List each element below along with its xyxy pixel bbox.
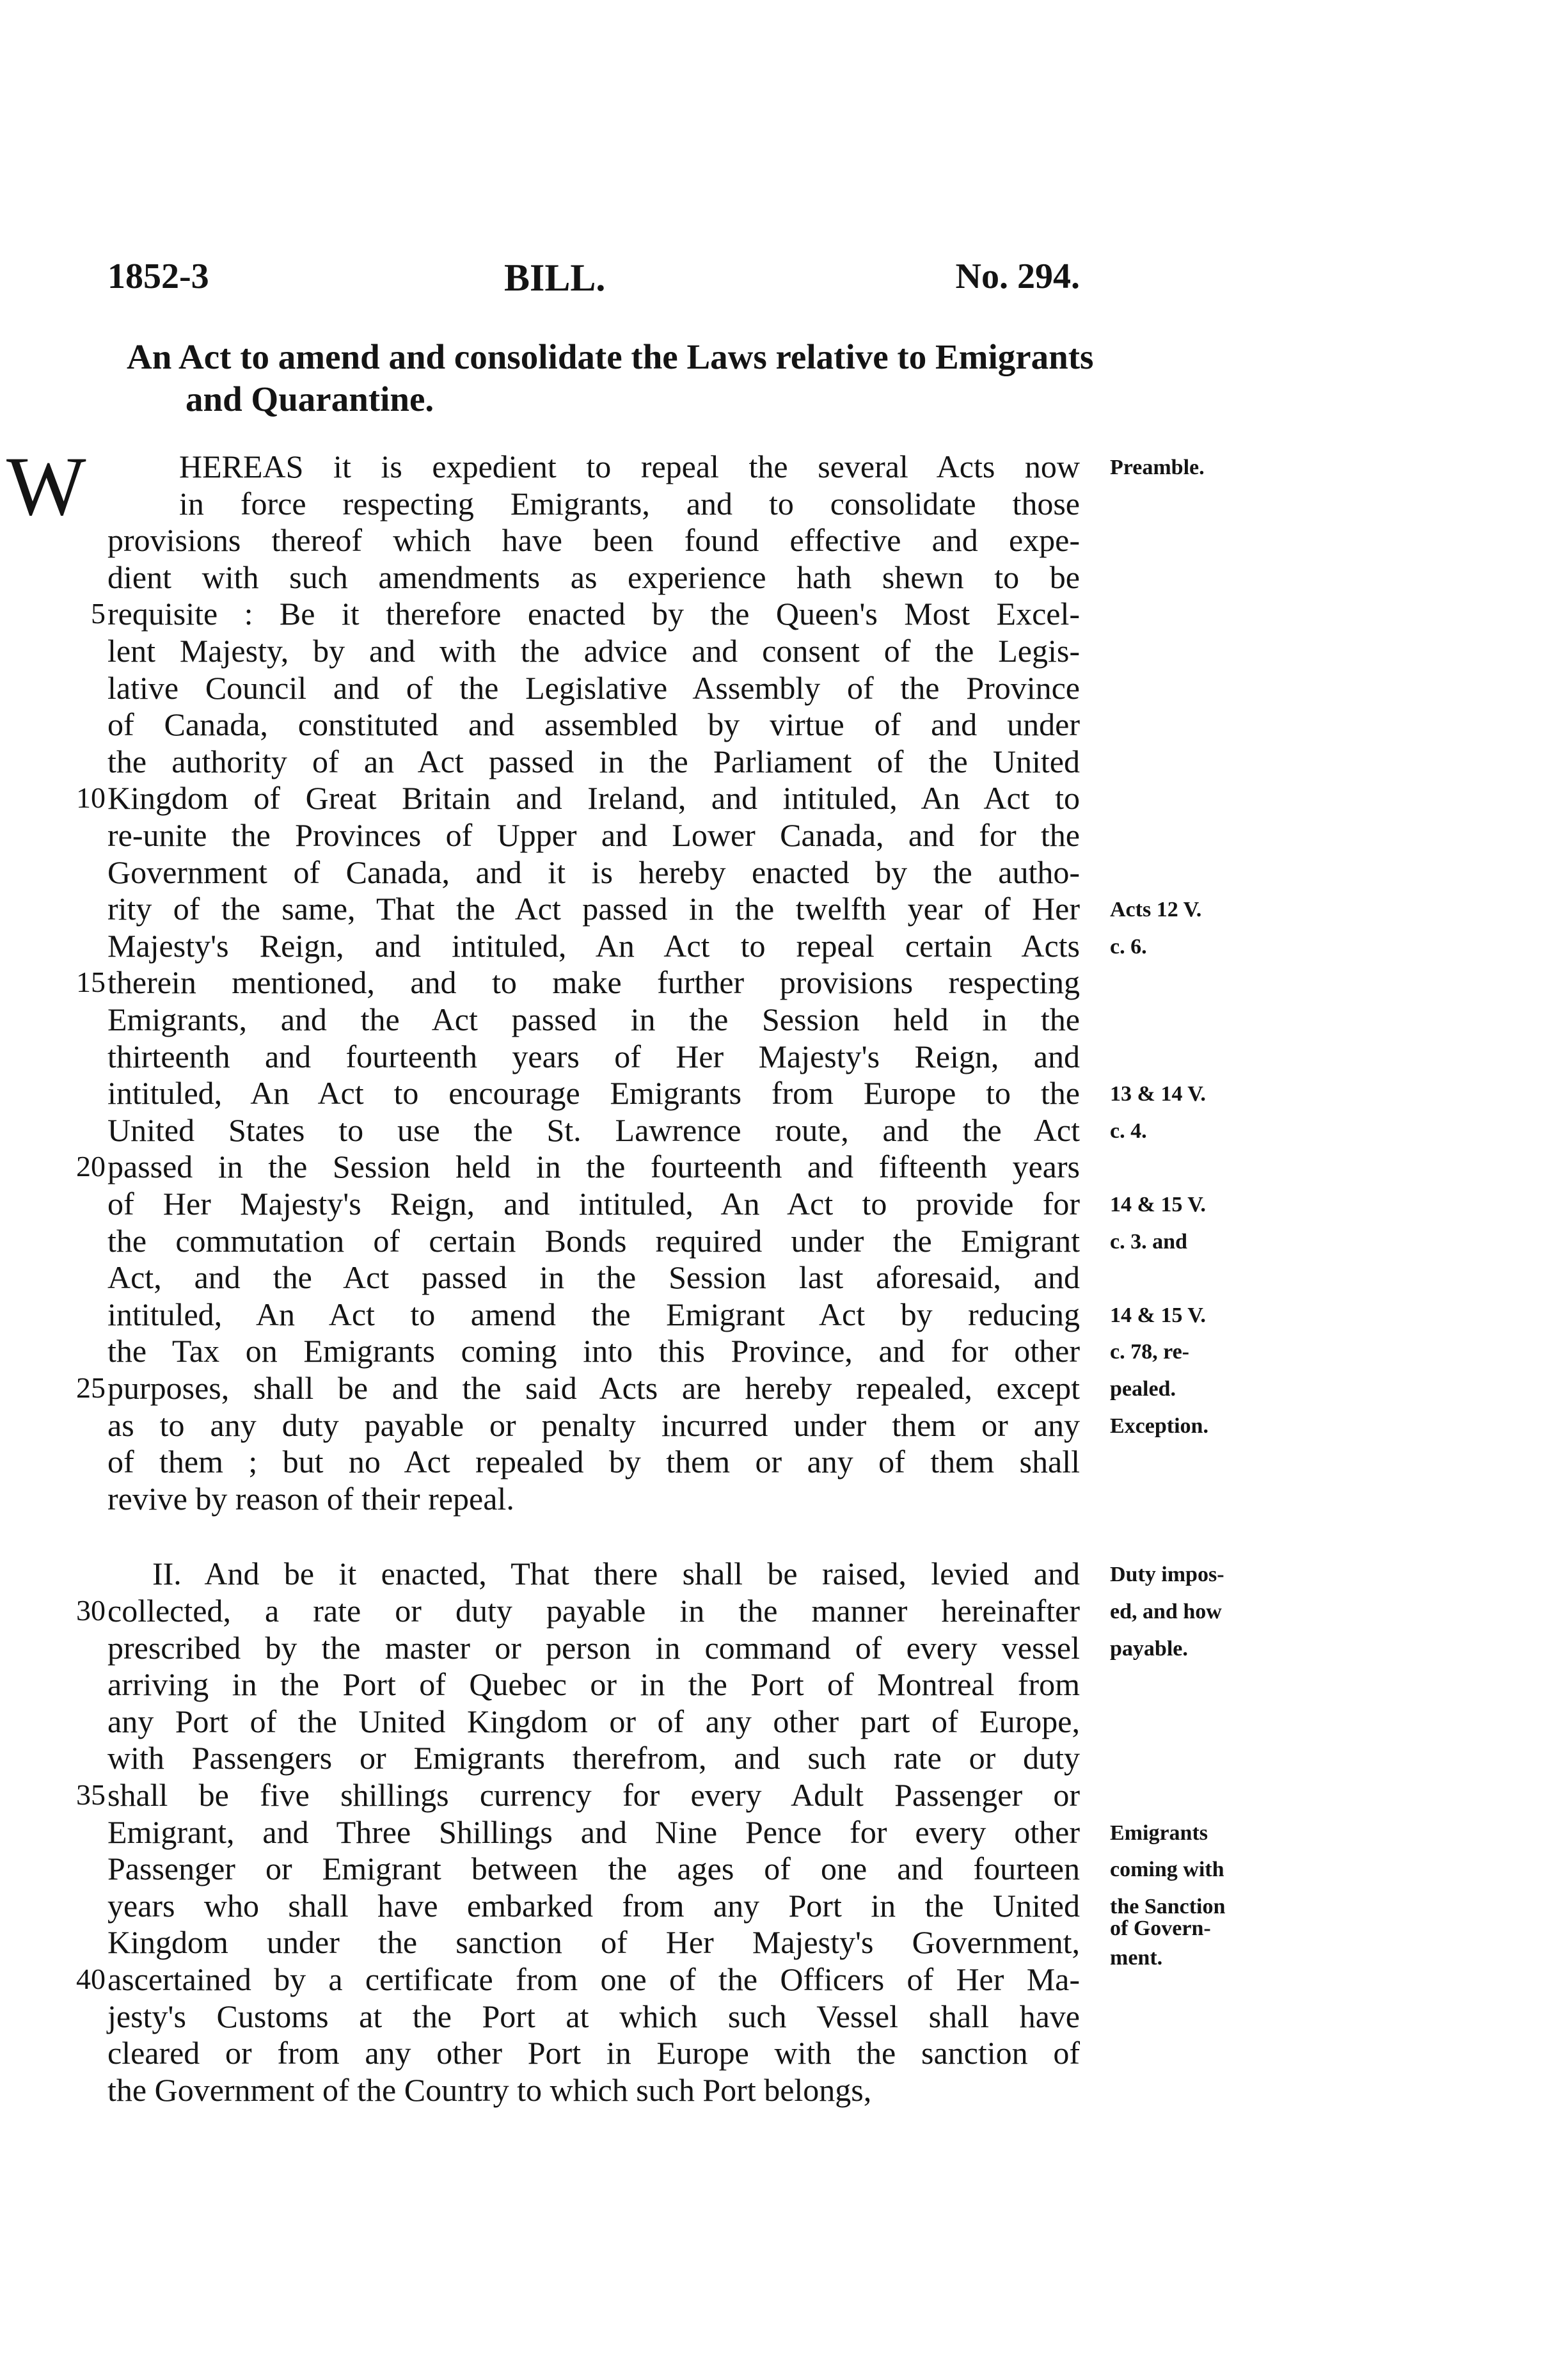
marginal-note: Preamble. [1110, 456, 1205, 479]
text-line [107, 448, 1080, 485]
line-text: Kingdom under the sanction of Her Majesty's Government, [107, 1924, 1080, 1961]
marginal-note: c. 3. and [1110, 1229, 1187, 1254]
marginal-note: 13 & 14 V. [1110, 1082, 1206, 1106]
line-text: Act, and the Act passed in the Session last aforesaid, and [107, 1259, 1080, 1296]
document-type: BILL. [504, 257, 606, 299]
text-line [107, 1296, 1080, 1333]
line-text: of Her Majesty's Reign, and intituled, An Act to provide for [107, 1186, 1080, 1222]
marginal-note: c. 6. [1110, 934, 1147, 959]
line-text: revive by reason of their repeal. [107, 1480, 514, 1517]
marginal-note: c. 4. [1110, 1119, 1147, 1143]
marginal-note: 14 & 15 V. [1110, 1193, 1206, 1216]
text-line [76, 964, 1080, 1001]
line-number: 30 [76, 1594, 106, 1627]
text-line [107, 706, 1080, 743]
text-line [107, 1998, 1080, 2035]
line-text: Passenger or Emigrant between the ages of one and fourteen [107, 1851, 1080, 1887]
line-text: cleared or from any other Port in Europe with the sanction of [107, 2035, 1080, 2071]
line-text: therein mentioned, and to make further provisions respecting [107, 964, 1080, 1001]
line-text: the Government of the Country to which such Port belongs, [107, 2071, 872, 2108]
text-line [107, 817, 1080, 854]
line-number: 20 [76, 1150, 106, 1183]
line-number: 15 [76, 966, 106, 999]
line-text: prescribed by the master or person in command of every vessel [107, 1629, 1080, 1666]
text-line [107, 1850, 1080, 1887]
line-text: thirteenth and fourteenth years of Her Majesty's Reign, and [107, 1038, 1080, 1074]
line-text: collected, a rate or duty payable in the manner hereinafter [107, 1593, 1080, 1629]
line-text: Government of Canada, and it is hereby enacted by the autho- [107, 854, 1080, 890]
line-text: Majesty's Reign, and intituled, An Act to repeal certain Acts [107, 927, 1080, 964]
line-text: Emigrants, and the Act passed in the Session held in the [107, 1001, 1080, 1037]
line-text: United States to use the St. Lawrence route, and the Act [107, 1112, 1080, 1148]
session-year: 1852-3 [107, 257, 209, 296]
text-line [107, 1666, 1080, 1703]
marginal-note: of Govern- [1110, 1917, 1211, 1941]
text-line [91, 595, 1080, 632]
text-line [76, 1592, 1080, 1629]
text-line [76, 779, 1080, 817]
line-text: passed in the Session held in the fourteenth and fifteenth years [107, 1149, 1080, 1185]
line-text: in force respecting Emigrants, and to consolidate those [179, 485, 1080, 522]
page-header [107, 256, 1080, 301]
line-text: Emigrant, and Three Shillings and Nine Pence for every other [107, 1814, 1080, 1850]
bill-title: An Act to amend and consolidate the Laws relative to Emigrants and Quarantine. [127, 337, 1094, 419]
text-line [107, 632, 1080, 669]
line-text: jesty's Customs at the Port at which such Vessel shall have [107, 1998, 1080, 2034]
text-line [107, 1038, 1080, 1075]
line-text: purposes, shall be and the said Acts are hereby repealed, except [107, 1370, 1080, 1406]
text-line [76, 1148, 1080, 1185]
marginal-note: 14 & 15 V. [1110, 1303, 1206, 1327]
text-line [107, 1222, 1080, 1259]
line-text: the authority of an Act passed in the Parliament of the United [107, 743, 1080, 779]
line-text: rity of the same, That the Act passed in the twelfth year of Her [107, 891, 1080, 927]
line-text: any Port of the United Kingdom or of any other part of Europe, [107, 1703, 1080, 1739]
line-text: of Canada, constituted and assembled by virtue of and under [107, 706, 1080, 743]
line-text: provisions thereof which have been found effective and expe- [107, 522, 1080, 559]
text-line [107, 1703, 1080, 1740]
text-line [107, 743, 1080, 780]
line-text: re-unite the Provinces of Upper and Lower Canada, and for the [107, 817, 1080, 853]
line-text: of them ; but no Act repealed by them or any of them shall [107, 1444, 1080, 1480]
marginal-note: Acts 12 V. [1110, 898, 1202, 922]
text-line [107, 1443, 1080, 1480]
text-line [107, 1739, 1080, 1776]
line-text: intituled, An Act to encourage Emigrants from Europe to the [107, 1075, 1080, 1112]
text-line [107, 1001, 1080, 1038]
line-text: HEREAS it is expedient to repeal the several Acts now [179, 449, 1080, 484]
text-line [76, 1776, 1080, 1814]
text-line [107, 1332, 1080, 1369]
text-line [107, 1480, 1080, 1517]
text-line [107, 485, 1080, 522]
text-line [107, 1814, 1080, 1851]
bill-number: No. 294. [955, 257, 1080, 296]
line-number: 35 [76, 1778, 106, 1811]
text-line [107, 1555, 1080, 1592]
text-line [107, 1112, 1080, 1149]
marginal-note: pealed. [1110, 1377, 1176, 1401]
text-line [76, 1961, 1080, 1998]
line-text: the commutation of certain Bonds required under the Emigrant [107, 1222, 1080, 1259]
line-text: with Passengers or Emigrants therefrom, and such rate or duty [107, 1740, 1080, 1776]
line-text: II. And be it enacted, That there shall be raised, levied and [152, 1556, 1080, 1592]
line-number: 40 [76, 1963, 106, 1995]
text-line [107, 927, 1080, 964]
text-line [107, 559, 1080, 596]
marginal-note: payable. [1110, 1636, 1188, 1661]
line-text: shall be five shillings currency for every Adult Passenger or [107, 1777, 1080, 1813]
text-line [107, 1185, 1080, 1222]
text-line [107, 854, 1080, 891]
line-text: as to any duty payable or penalty incurred under them or any [107, 1407, 1080, 1443]
line-text: Kingdom of Great Britain and Ireland, and intituled, An Act to [107, 780, 1080, 817]
line-text: arriving in the Port of Quebec or in the Port of Montreal from [107, 1666, 1080, 1703]
text-line [107, 890, 1080, 927]
line-number: 10 [76, 781, 106, 815]
line-text: lent Majesty, by and with the advice and consent of the Legis- [107, 633, 1080, 669]
marginal-note: coming with [1110, 1858, 1224, 1882]
line-text: dient with such amendments as experience hath shewn to be [107, 559, 1080, 595]
line-number: 5 [91, 597, 106, 630]
marginal-note: ment. [1110, 1946, 1163, 1970]
text-line [107, 1407, 1080, 1444]
line-text: the Tax on Emigrants coming into this Province, and for other [107, 1333, 1080, 1369]
line-text: lative Council and of the Legislative Assembly of the Province [107, 669, 1080, 706]
line-text: ascertained by a certificate from one of the Officers of Her Ma- [107, 1961, 1080, 1997]
marginal-note: c. 78, re- [1110, 1340, 1189, 1364]
text-line [76, 1369, 1080, 1407]
drop-cap: W [6, 439, 86, 533]
text-line [107, 1887, 1080, 1924]
line-text: years who shall have embarked from any Port in the United [107, 1887, 1080, 1924]
text-line [107, 2034, 1080, 2071]
text-line [107, 2071, 1080, 2109]
text-line [107, 1074, 1080, 1112]
marginal-note: ed, and how [1110, 1600, 1222, 1623]
line-text: intituled, An Act to amend the Emigrant Act by reducing [107, 1296, 1080, 1332]
text-line [107, 1629, 1080, 1666]
text-line [107, 1259, 1080, 1296]
text-line [107, 522, 1080, 559]
text-line [107, 669, 1080, 706]
line-number: 25 [76, 1371, 106, 1404]
marginal-note: Emigrants [1110, 1821, 1208, 1845]
marginal-note: Exception. [1110, 1414, 1208, 1438]
marginal-note: Duty impos- [1110, 1563, 1224, 1587]
text-line [107, 1924, 1080, 1961]
marginal-note: the Sanction [1110, 1894, 1226, 1918]
line-text: requisite : Be it therefore enacted by the Queen's Most Excel- [107, 596, 1080, 632]
